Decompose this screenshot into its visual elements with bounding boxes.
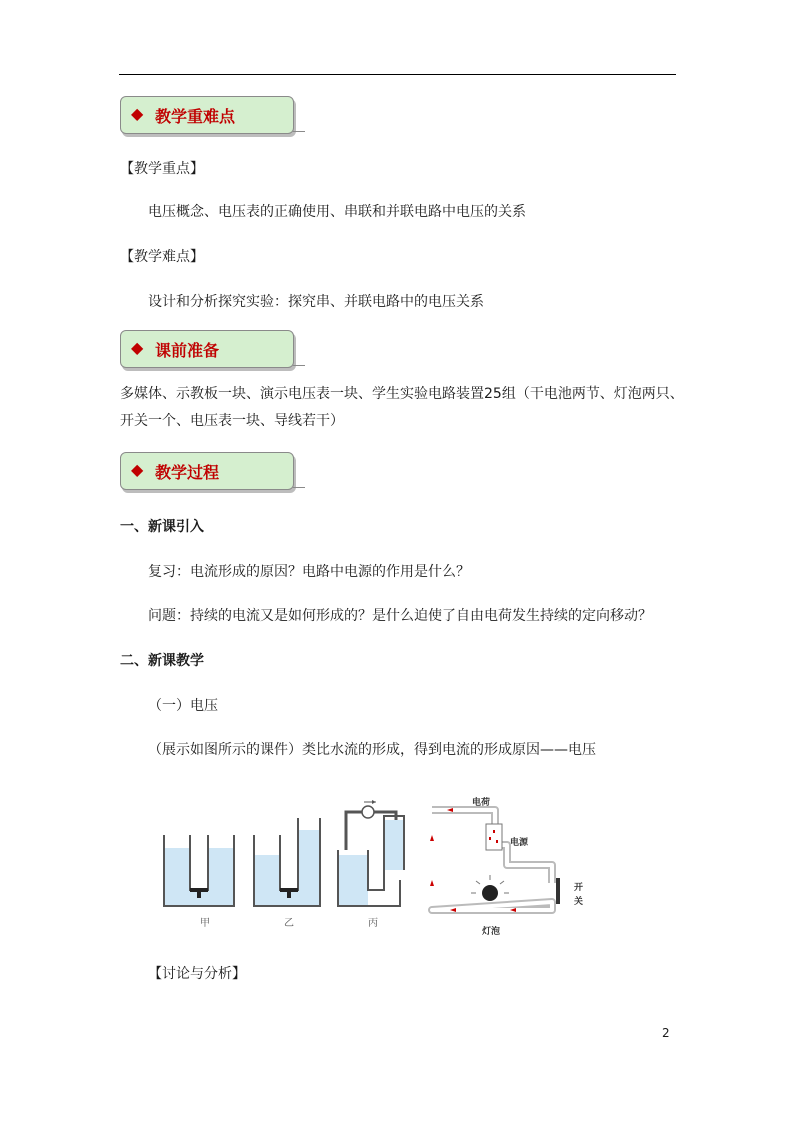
prep-line-2: 开关一个、电压表一块、导线若干） [120,413,344,429]
label-source: 电源 [510,838,529,848]
page-number: 2 [662,1026,670,1040]
difficulty-label: 【教学难点】 [120,249,204,265]
diamond-icon: ◆ [131,104,144,123]
label-charge: 电荷 [472,798,491,808]
diamond-icon: ◆ [131,338,144,357]
water-analogy-figure [150,790,610,950]
subheading-voltage: （一）电压 [148,698,218,714]
label-bing: 丙 [368,918,378,929]
label-jia: 甲 [200,918,210,929]
circuit-diagram [430,808,560,912]
section-header-preparation [120,330,294,368]
diamond-icon: ◆ [131,460,144,479]
label-switch-2: 关 [574,897,584,907]
section-title: 教学过程 [155,463,220,482]
discussion-label: 【讨论与分析】 [148,966,246,982]
header-tail [293,357,305,366]
section-header-key-points [120,96,294,134]
heading-intro: 一、新课引入 [120,519,204,535]
focus-label: 【教学重点】 [120,161,204,177]
header-rule [119,74,676,75]
difficulty-text: 设计和分析探究实验：探究串、并联电路中的电压关系 [148,294,484,310]
header-tail [293,123,305,132]
review-text: 复习：电流形成的原因？电路中电源的作用是什么？ [148,564,470,580]
label-bulb: 灯泡 [482,927,501,937]
section-header-process [120,452,294,490]
label-yi: 乙 [284,918,294,929]
prep-line-1: 多媒体、示教板一块、演示电压表一块、学生实验电路装置25组（干电池两节、灯泡两只、 [120,386,684,402]
header-tail [293,479,305,488]
section-title: 教学重难点 [155,107,236,126]
focus-text: 电压概念、电压表的正确使用、串联和并联电路中电压的关系 [148,204,526,220]
section-title: 课前准备 [155,341,220,360]
heading-new-lesson: 二、新课教学 [120,653,204,669]
show-text: （展示如图所示的课件）类比水流的形成，得到电流的形成原因——电压 [148,742,596,758]
container-bing [338,800,404,906]
container-jia [164,835,234,906]
label-switch-1: 开 [574,883,584,893]
question-text: 问题：持续的电流又是如何形成的？是什么迫使了自由电荷发生持续的定向移动？ [148,608,652,624]
container-yi [254,818,320,906]
